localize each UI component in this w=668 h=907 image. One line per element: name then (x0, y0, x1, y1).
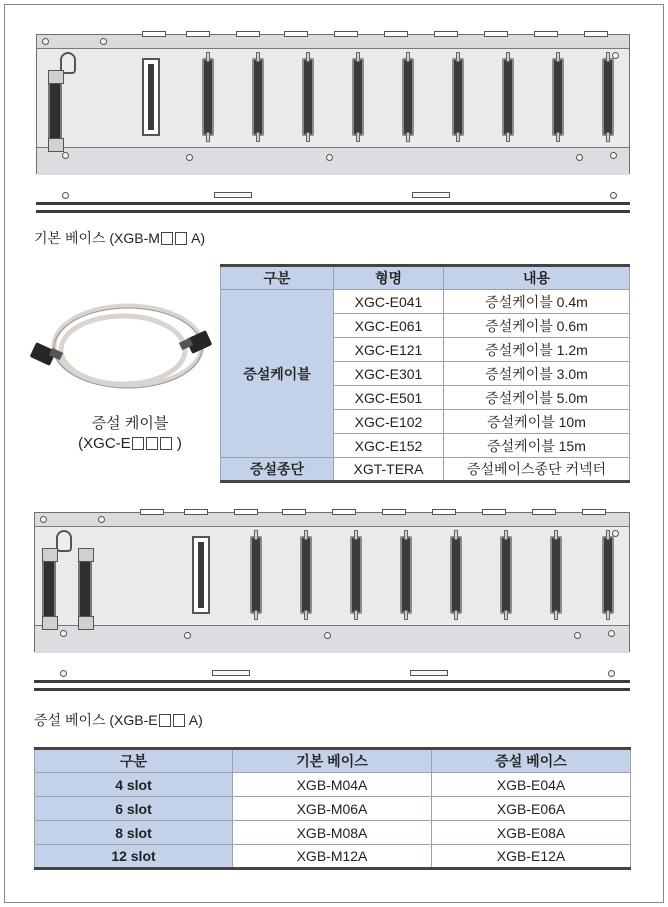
table-row: XGC-E501 증설케이블 5.0m (221, 386, 630, 410)
table-row: XGC-E102 증설케이블 10m (221, 410, 630, 434)
table-row: XGC-E121 증설케이블 1.2m (221, 338, 630, 362)
table-row: XGC-E152 증설케이블 15m (221, 434, 630, 458)
table-row: 8 slot XGB-M08A XGB-E08A (35, 821, 631, 845)
table-row: 증설종단 XGT-TERA 증설베이스종단 커넥터 (221, 458, 630, 482)
basic-base-illustration (36, 34, 630, 220)
extension-cable-illustration (28, 294, 218, 404)
basic-base-caption: 기본 베이스 (XGB-M A) (34, 230, 206, 246)
table-row: 증설케이블 XGC-E041 증설케이블 0.4m (221, 290, 630, 314)
table-header: 구분 (35, 749, 233, 773)
category-cell: 증설케이블 (221, 290, 334, 458)
cable-caption: 증설 케이블 (XGC-E ) (78, 415, 182, 452)
table-header: 증설 베이스 (432, 749, 631, 773)
extension-base-illustration (34, 512, 630, 698)
table-row: XGC-E061 증설케이블 0.6m (221, 314, 630, 338)
table-header: 형명 (334, 266, 444, 290)
table-row: XGC-E301 증설케이블 3.0m (221, 362, 630, 386)
extension-base-caption: 증설 베이스 (XGB-E A) (34, 712, 203, 728)
cable-spec-table (220, 264, 630, 483)
table-row: 12 slot XGB-M12A XGB-E12A (35, 845, 631, 869)
table-row: 6 slot XGB-M06A XGB-E06A (35, 797, 631, 821)
base-spec-table (34, 747, 631, 870)
category-cell: 증설종단 (221, 458, 334, 482)
table-row: 4 slot XGB-M04A XGB-E04A (35, 773, 631, 797)
table-header: 구분 (221, 266, 334, 290)
table-header: 기본 베이스 (233, 749, 432, 773)
table-header: 내용 (444, 266, 630, 290)
